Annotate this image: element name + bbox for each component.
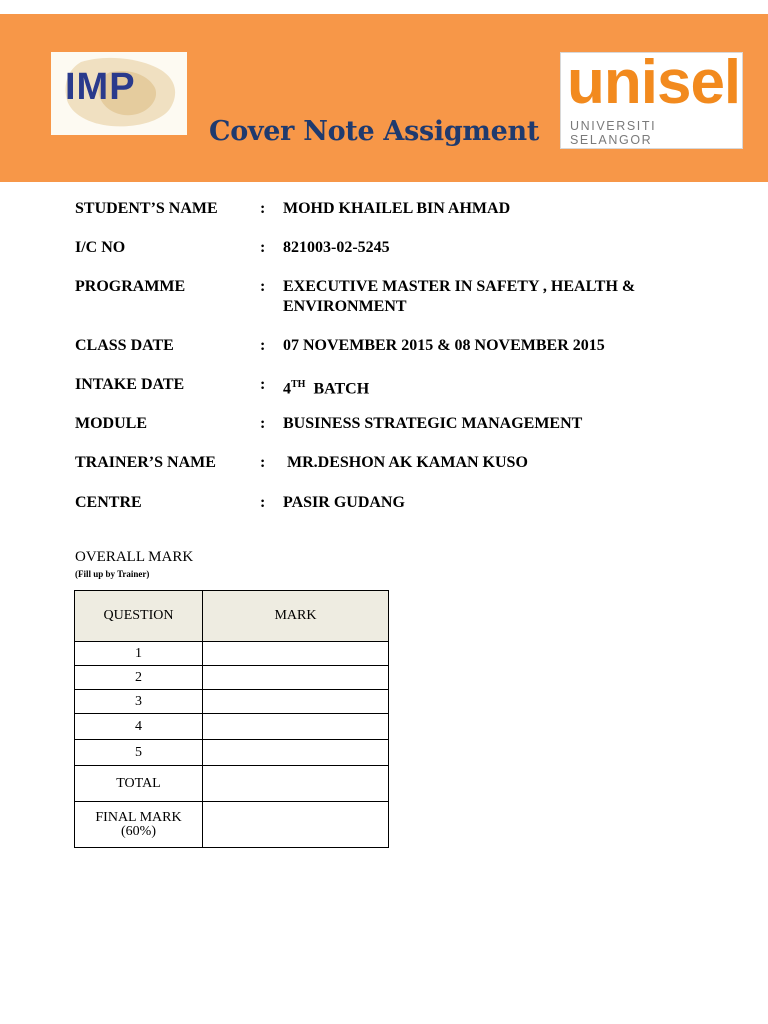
module-label: MODULE <box>75 415 147 432</box>
intake-date-value <box>283 375 723 399</box>
ic-no-value: 821003-02-5245 <box>283 239 390 256</box>
ic-no-label: I/C NO <box>75 239 126 256</box>
table-row <box>75 666 389 690</box>
table-row <box>75 690 389 714</box>
mark-cell[interactable] <box>203 690 389 714</box>
imp-logo <box>51 52 187 135</box>
total-label: TOTAL <box>75 766 203 802</box>
imp-logo-text: IMP <box>65 66 136 108</box>
overall-mark-heading: OVERALL MARK <box>75 549 194 565</box>
page-title: Cover Note Assigment <box>209 116 540 147</box>
marks-table <box>74 590 389 848</box>
mark-cell[interactable] <box>203 666 389 690</box>
ic-no-colon: : <box>260 239 266 256</box>
centre-value: PASIR GUDANG <box>283 494 405 511</box>
question-number: 5 <box>75 740 203 766</box>
unisel-logo-word: unisel <box>567 48 741 117</box>
mark-column-header: MARK <box>203 591 389 642</box>
class-date-colon: : <box>260 337 266 354</box>
intake-date-label: INTAKE DATE <box>75 376 185 393</box>
question-number: 2 <box>75 666 203 690</box>
unisel-logo-subtitle: UNIVERSITI SELANGOR <box>570 119 657 147</box>
mark-cell[interactable] <box>203 714 389 740</box>
programme-colon: : <box>260 278 266 295</box>
intake-date-colon: : <box>260 376 266 393</box>
final-mark-percentage: (60%) <box>121 823 156 839</box>
class-date-value: 07 NOVEMBER 2015 & 08 NOVEMBER 2015 <box>283 337 605 354</box>
total-mark-cell[interactable] <box>203 766 389 802</box>
marks-table-header <box>75 591 389 642</box>
student-name-value: MOHD KHAILEL BIN AHMAD <box>283 200 511 217</box>
module-value: BUSINESS STRATEGIC MANAGEMENT <box>283 415 583 432</box>
final-mark-text: FINAL MARK <box>95 809 182 825</box>
module-colon: : <box>260 415 266 432</box>
trainer-name-value: MR.DESHON AK KAMAN KUSO <box>283 454 528 471</box>
unisel-logo <box>560 48 743 149</box>
question-column-header: QUESTION <box>75 591 203 642</box>
student-name-colon: : <box>260 200 266 217</box>
question-number: 4 <box>75 714 203 740</box>
programme-label: PROGRAMME <box>75 278 186 295</box>
mark-cell[interactable] <box>203 642 389 666</box>
question-number: 3 <box>75 690 203 714</box>
mark-cell[interactable] <box>203 740 389 766</box>
centre-label: CENTRE <box>75 494 142 511</box>
programme-value: EXECUTIVE MASTER IN SAFETY , HEALTH & ENVIRONMENT <box>283 278 636 315</box>
final-mark-row <box>75 802 389 848</box>
fill-up-note: (Fill up by Trainer) <box>75 569 150 579</box>
intake-batch-number: 4 <box>283 380 291 398</box>
question-number: 1 <box>75 642 203 666</box>
table-row <box>75 714 389 740</box>
student-name-label: STUDENT’S NAME <box>75 200 218 217</box>
table-row <box>75 740 389 766</box>
total-row <box>75 766 389 802</box>
centre-colon: : <box>260 494 266 511</box>
trainer-name-colon: : <box>260 454 266 471</box>
final-mark-label <box>75 802 203 848</box>
intake-batch-word: BATCH <box>305 380 370 398</box>
trainer-name-label: TRAINER’S NAME <box>75 454 216 471</box>
intake-batch-suffix: TH <box>291 379 306 390</box>
class-date-label: CLASS DATE <box>75 337 174 354</box>
final-mark-cell[interactable] <box>203 802 389 848</box>
table-row <box>75 642 389 666</box>
